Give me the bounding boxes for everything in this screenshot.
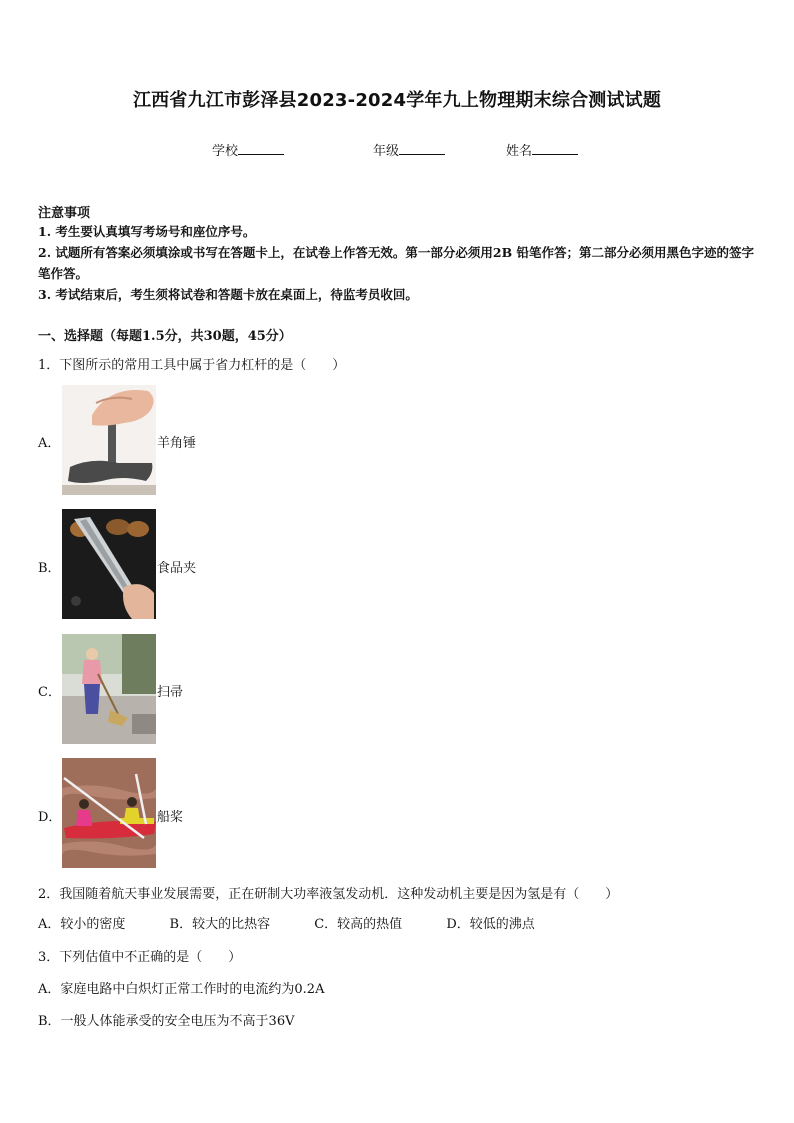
school-field <box>212 140 284 159</box>
option-b-label: 食品夹 <box>157 561 197 576</box>
kayak-paddle-photo <box>62 758 156 868</box>
name-blank <box>532 142 578 155</box>
broom-sweeping-photo <box>62 634 156 744</box>
note-item-1: 1. 考生要认真填写考场号和座位序号。 <box>38 224 256 239</box>
grade-field <box>373 140 445 159</box>
question-2-stem: 2．我国随着航天事业发展需要，正在研制大功率液氢发动机．这种发动机主要是因为氢是有（ ） <box>38 887 619 902</box>
school-label: 学校 <box>212 144 239 159</box>
q3-option-b: B．一般人体能承受的安全电压为不高于36V <box>38 1014 295 1029</box>
q2-option-b: B．较大的比热容 <box>169 917 271 932</box>
claw-hammer-photo <box>62 385 156 495</box>
option-c-letter: C． <box>38 685 61 700</box>
school-blank <box>238 142 284 155</box>
option-a-letter: A． <box>38 436 61 451</box>
q3-option-a: A．家庭电路中白炽灯正常工作时的电流约为0.2A <box>38 982 325 997</box>
option-d-label: 船桨 <box>157 810 184 825</box>
option-c-label: 扫帚 <box>157 685 184 700</box>
option-b-letter: B． <box>38 561 61 576</box>
food-tongs-photo <box>62 509 156 619</box>
option-d-letter: D． <box>38 810 62 825</box>
grade-blank <box>399 142 445 155</box>
q2-option-d: D．较低的沸点 <box>446 917 535 932</box>
page-title: 江西省九江市彭泽县2023-2024学年九上物理期末综合测试试题 <box>132 90 662 111</box>
note-item-3: 3. 考试结束后，考生须将试卷和答题卡放在桌面上，待监考员收回。 <box>38 287 418 302</box>
section-heading: 一、选择题（每题1.5分，共30题，45分） <box>38 329 292 344</box>
name-label: 姓名 <box>506 144 533 159</box>
q2-option-c: C．较高的热值 <box>314 917 403 932</box>
name-field <box>506 140 578 159</box>
option-a-label: 羊角锤 <box>157 436 197 451</box>
question-1-stem: 1．下图所示的常用工具中属于省力杠杆的是（ ） <box>38 358 346 373</box>
question-3-stem: 3．下列估值中不正确的是（ ） <box>38 950 242 965</box>
question-2-options <box>38 913 575 932</box>
note-item-2: 2. 试题所有答案必须填涂或书写在答题卡上，在试卷上作答无效。第一部分必须用2B 铅笔作答；第二部分必须用黑色字迹的签字笔作答。 <box>38 245 755 281</box>
notes-heading: 注意事项 <box>38 206 91 221</box>
q2-option-a: A．较小的密度 <box>38 917 126 932</box>
grade-label: 年级 <box>373 144 400 159</box>
